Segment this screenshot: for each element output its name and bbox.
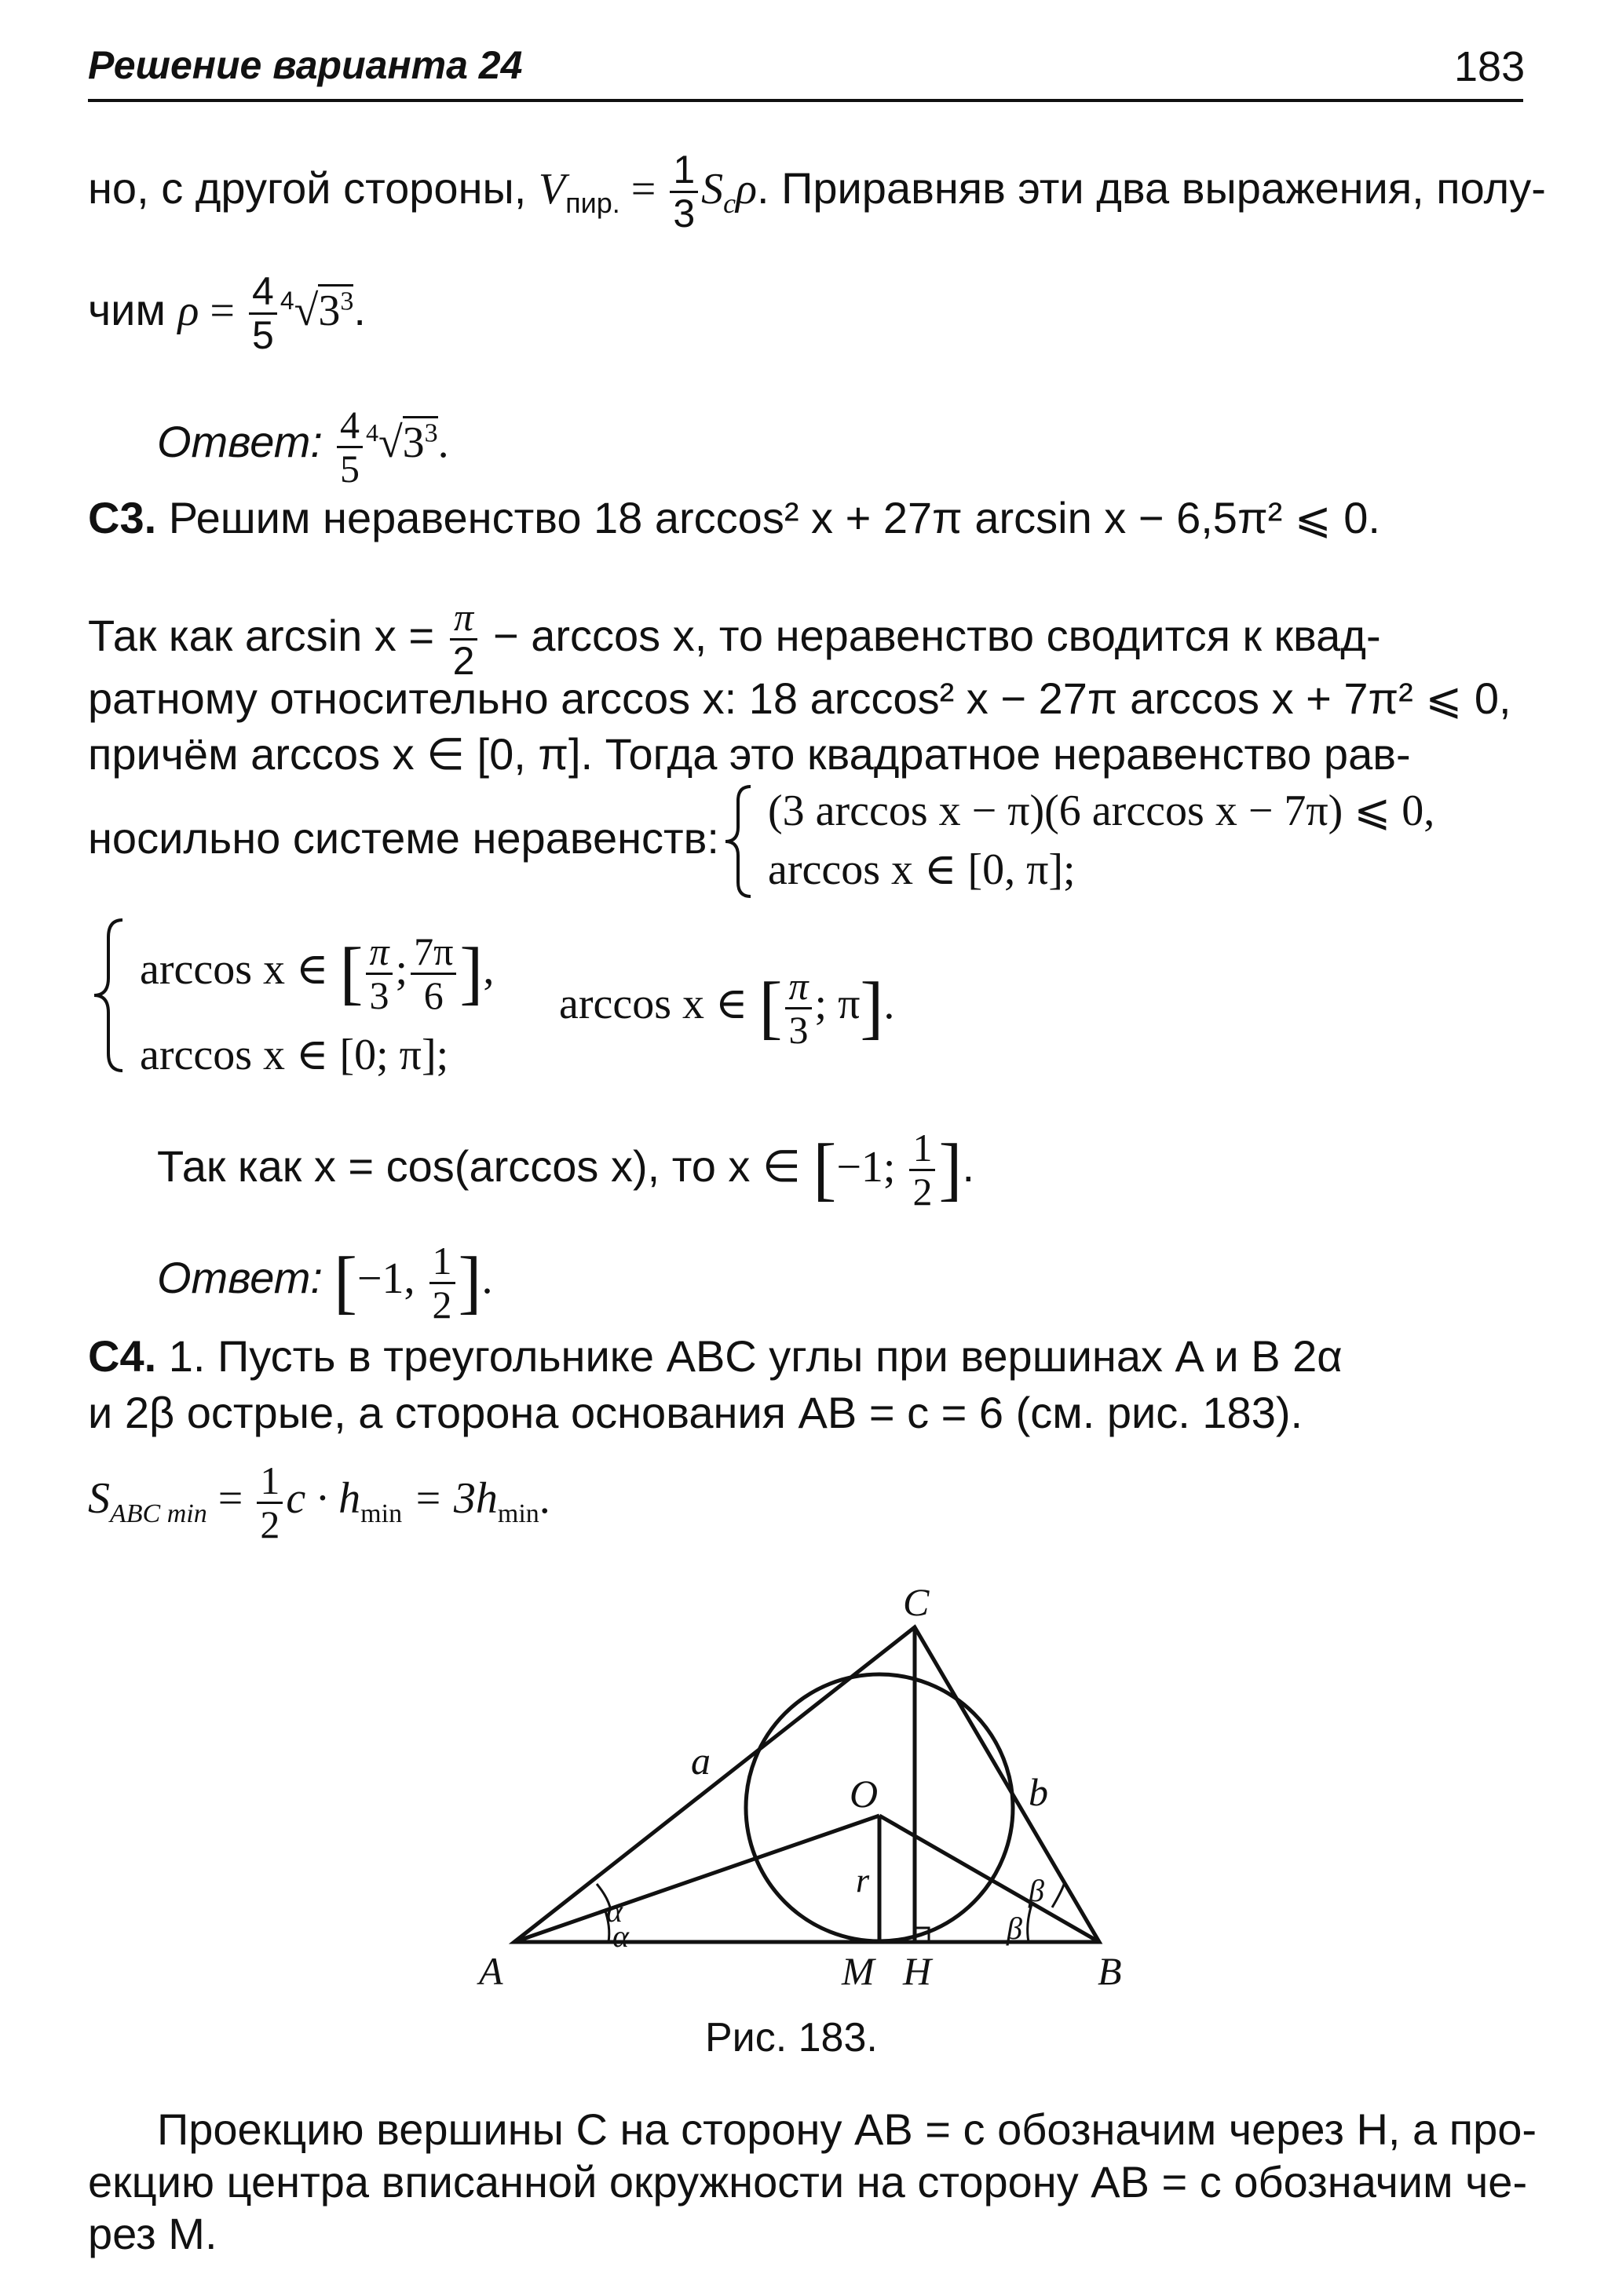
- c3-result-frac-num: π: [785, 965, 811, 1009]
- c3-since-b: −1;: [836, 1142, 907, 1192]
- c4-l3-frac-den: 2: [260, 1502, 280, 1546]
- answer-1-root-exp: 3: [424, 418, 438, 448]
- intro-frac-num: 1: [670, 149, 698, 193]
- answer-2-a: −1,: [356, 1254, 426, 1303]
- c4-l3-sub2: min: [360, 1499, 403, 1529]
- c3-result: arccos x ∈ [ $\frac{\pi}{3}$ ; π].: [559, 964, 895, 1052]
- c3-result-b: ; π: [814, 979, 861, 1028]
- answer-2-frac-num: 1: [429, 1240, 455, 1284]
- label-b-vertex: B: [1098, 1949, 1122, 1993]
- c4-l1-text: 1. Пусть в треугольнике ABC углы при вершинах A и B 2α: [156, 1331, 1343, 1381]
- sys2-frac-2-den: 6: [423, 973, 444, 1017]
- system-2-line-1: arccos x ∈ [ $\frac{\pi}{3}$ ; $\frac{7\pi}{6}$ ],: [140, 929, 495, 1017]
- intro-eq: =: [619, 164, 667, 214]
- c4-l3-end: .: [539, 1473, 550, 1523]
- intro-frac-den: 3: [673, 191, 696, 235]
- label-beta-2: β: [1029, 1873, 1044, 1908]
- bisector-ao: [514, 1816, 879, 1942]
- intro-s-sub: c: [723, 187, 736, 219]
- c4-line-2: и 2β острые, а сторона основания AB = c = 6 (см. рис. 183).: [88, 1388, 1303, 1437]
- final-line-2: екцию центра вписанной окружности на сторону AB = c обозначим че-: [88, 2157, 1528, 2207]
- answer-2-label: Ответ:: [157, 1252, 323, 1302]
- sys2-frac-1-num: π: [366, 931, 392, 975]
- answer-1-root-radicand: 3: [402, 418, 425, 467]
- answer-1: Ответ: $\frac{4}{5}$ $^4√3^3$.: [157, 403, 449, 491]
- c4-l3-sub3: min: [497, 1499, 539, 1529]
- sys2-frac-1-den: 3: [369, 973, 389, 1017]
- answer-2-end: .: [481, 1254, 493, 1303]
- answer-1-end: .: [437, 418, 449, 467]
- label-o: O: [850, 1772, 879, 1816]
- c3-para-3: причём arccos x ∈ [0, π]. Тогда это квадратное неравенство рав-: [88, 729, 1411, 779]
- label-side-b: b: [1029, 1770, 1048, 1814]
- final-line-1: Проекцию вершины C на сторону AB = c обозначим через H, а про-: [157, 2104, 1537, 2154]
- angle-arc-b2: [1052, 1882, 1065, 1907]
- c3-since-frac-den: 2: [912, 1169, 933, 1214]
- c3-statement: Решим неравенство 18 arccos² x + 27π arcsin x − 6,5π² ⩽ 0.: [156, 493, 1380, 542]
- intro-v-sub: пир.: [565, 186, 620, 219]
- system-1-line-1: (3 arccos x − π)(6 arccos x − 7π) ⩽ 0,: [768, 787, 1435, 835]
- label-h: H: [903, 1949, 932, 1993]
- c3-para-2: ратному относительно arccos x: 18 arccos² x − 27π arccos x + 7π² ⩽ 0,: [88, 673, 1511, 723]
- sys2-frac-2-num: 7π: [411, 931, 456, 975]
- c3-para-4: носильно системе неравенств:: [88, 813, 719, 863]
- c3-p1-frac-num: π: [450, 597, 478, 641]
- label-alpha-1: α: [606, 1893, 623, 1929]
- intro-text-b: . Приравняв эти два выражения, полу-: [757, 162, 1546, 213]
- system-2-line-2: arccos x ∈ [0; π];: [140, 1031, 449, 1079]
- c3-since: Так как x = cos(arccos x), то x ∈ [−1; $\frac{1}{2}$ ].: [157, 1126, 974, 1214]
- answer-1-frac-num: 4: [337, 404, 363, 448]
- bisector-bo: [879, 1816, 1099, 1942]
- label-alpha-2: α: [612, 1918, 629, 1954]
- c3-p1-b: − arccos x, то неравенство сводится к квад-: [481, 610, 1381, 660]
- c3-result-frac-den: 3: [788, 1007, 809, 1052]
- c4-l3-c: = 3h: [402, 1473, 498, 1523]
- sys2-sep: ;: [395, 944, 408, 994]
- answer-1-frac-den: 5: [339, 446, 360, 491]
- label-beta-1: β: [1007, 1911, 1022, 1946]
- page-number: 183: [1454, 43, 1526, 90]
- intro2-root-index: 4: [280, 287, 294, 316]
- label-a-vertex: A: [479, 1949, 503, 1993]
- intro2-eq: =: [199, 286, 246, 335]
- intro-text-a: но, с другой стороны,: [88, 162, 539, 213]
- intro-rho: ρ: [736, 164, 758, 214]
- c3-since-frac-num: 1: [909, 1127, 935, 1171]
- c4-l3-frac-num: 1: [257, 1460, 283, 1504]
- c3-p1-frac-den: 2: [452, 638, 475, 683]
- answer-1-label: Ответ:: [157, 416, 323, 466]
- c3-since-end: .: [962, 1141, 974, 1191]
- intro2-text: чим: [88, 284, 178, 334]
- answer-2-frac-den: 2: [432, 1282, 452, 1327]
- c3-since-a: Так как x = cos(arccos x), то x ∈: [157, 1141, 813, 1191]
- c4-l3-b: c · h: [286, 1473, 361, 1523]
- c4-l3-eq: =: [206, 1473, 254, 1523]
- c3-label: С3.: [88, 493, 157, 542]
- label-side-a: a: [691, 1739, 711, 1783]
- angle-arc-b1: [1028, 1904, 1032, 1942]
- c3-result-a: arccos x ∈: [559, 979, 759, 1028]
- intro2-end: .: [353, 284, 366, 334]
- system-1-line-2: arccos x ∈ [0, π];: [768, 845, 1076, 894]
- intro-line-2: чим ρ = $\frac{4}{5}$ $^4√3^3$.: [88, 269, 366, 357]
- c4-l3-s: S: [88, 1473, 110, 1523]
- intro-s: S: [701, 164, 724, 214]
- label-c-vertex: C: [903, 1580, 930, 1624]
- c3-p1-a: Так как arcsin x =: [88, 610, 447, 660]
- intro2-rho: ρ: [177, 286, 199, 335]
- intro2-frac-den: 5: [252, 312, 274, 357]
- intro-v: V: [538, 164, 566, 214]
- running-header-title: Решение варианта 24: [88, 43, 523, 87]
- sys2-l1-a: arccos x ∈: [140, 944, 340, 994]
- intro2-root-radicand: 3: [318, 286, 341, 335]
- answer-1-root-index: 4: [365, 418, 378, 447]
- c4-label: С4.: [88, 1331, 157, 1381]
- figure-caption: Рис. 183.: [705, 2015, 878, 2061]
- c3-result-end: .: [883, 979, 895, 1028]
- label-r: r: [856, 1861, 870, 1900]
- final-line-3: рез M.: [88, 2209, 217, 2258]
- intro2-root-exp: 3: [340, 287, 354, 316]
- c4-l3-s-sub: ABC min: [110, 1499, 207, 1529]
- label-m: M: [842, 1949, 875, 1993]
- sys2-l1-end: ,: [483, 944, 495, 994]
- intro2-frac-num: 4: [249, 271, 277, 315]
- answer-2: Ответ: [−1, $\frac{1}{2}$ ].: [157, 1239, 493, 1327]
